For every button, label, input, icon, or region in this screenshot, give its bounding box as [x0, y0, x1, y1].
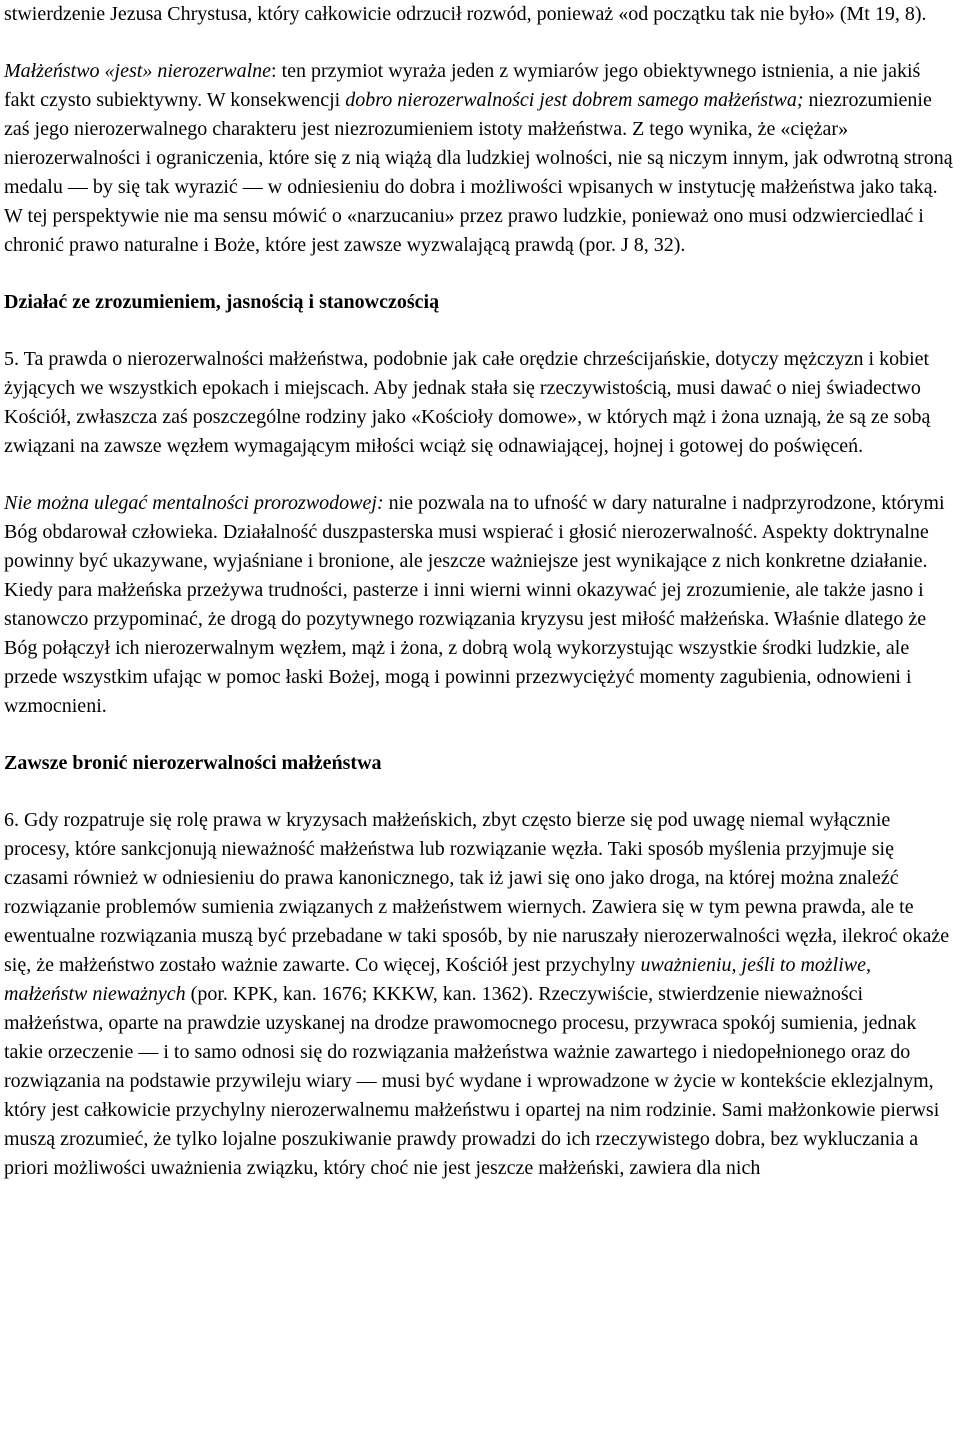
- emphasis-text: Małżeństwo «jest» nierozerwalne: [4, 60, 272, 82]
- body-text: (por. KPK, kan. 1676; KKKW, kan. 1362). Rzeczywiście, stwierdzenie nieważności małżeństwa, oparte na prawdzie uzyskanej na drodze prawomocnego procesu, przywraca spokój sumienia, jednak takie orzeczenie — i to samo odnosi się do rozwiązania małżeństwa ważnie zawartego i niedopełnionego oraz do rozwiązania na podstawie przywileju wiary — musi być wydane i wprowadzone w życie w kontekście eklezjalnym, który jest całkowicie przychylny nierozerwalnemu małżeństwu i opartej na nim rodzinie. Sami małżonkowie pierwsi muszą zrozumieć, że tylko lojalne poszukiwanie prawdy prowadzi do ich rzeczywistego dobra, bez wykluczania a priori możliwości uważnienia związku, który choć nie jest jeszcze małżeński, zawiera dla nich: [4, 983, 940, 1179]
- paragraph-spacer: [4, 29, 956, 57]
- paragraph-spacer: [4, 260, 956, 288]
- paragraph-indissolubility: [4, 57, 956, 260]
- paragraph-intro-text: stwierdzenie Jezusa Chrystusa, który całkowicie odrzucił rozwód, ponieważ «od początku tak nie było» (Mt 19, 8).: [4, 3, 927, 25]
- section-heading: Działać ze zrozumieniem, jasnością i stanowczością: [4, 291, 440, 313]
- paragraph-spacer: [4, 721, 956, 749]
- paragraph-6: [4, 806, 956, 1183]
- paragraph-mentality: [4, 489, 956, 721]
- paragraph-spacer: [4, 461, 956, 489]
- section-heading: Zawsze bronić nierozerwalności małżeństwa: [4, 752, 382, 774]
- body-text: nie pozwala na to ufność w dary naturalne i nadprzyrodzone, którymi Bóg obdarował człowieka. Działalność duszpasterska musi wspierać i głosić nierozerwalność. Aspekty doktrynalne powinny być ukazywane, wyjaśniane i bronione, ale jeszcze ważniejsze jest wynikające z nich konkretne działanie. Kiedy para małżeńska przeżywa trudności, pasterze i inni wierni winni okazywać jej zrozumienie, ale także jasno i stanowczo przypominać, że drogą do pozytywnego rozwiązania kryzysu jest miłość małżeńska. Właśnie dlatego że Bóg połączył ich nierozerwalnym węzłem, mąż i żona, z dobrą wolą wykorzystując wszystkie środki ludzkie, ale przede wszystkim ufając w pomoc łaski Bożej, mogą i powinni przezwyciężyć momenty zagubienia, odnowieni i wzmocnieni.: [4, 492, 945, 717]
- body-text: : ten przymiot wyraża jeden z wymiarów jego obiektywnego istnienia, a nie jakiś fakt czysto subiektywny. W konsekwencji: [4, 60, 921, 111]
- body-text: niezrozumienie zaś jego nierozerwalnego charakteru jest niezrozumieniem istoty małżeństwa. Z tego wynika, że «ciężar» nierozerwalności i ograniczenia, które się z nią wiążą dla ludzkiej wolności, nie są niczym innym, jak odwrotną stroną medalu — by się tak wyrazić — w odniesieniu do dobra i możliwości wpisanych w instytucję małżeństwa jako taką. W tej perspektywie nie ma sensu mówić o «narzucaniu» przez prawo ludzkie, ponieważ ono musi odzwierciedlać i chronić prawo naturalne i Boże, które jest zawsze wyzwalającą prawdą (por. J 8, 32).: [4, 89, 953, 256]
- body-text: 5. Ta prawda o nierozerwalności małżeństwa, podobnie jak całe orędzie chrześcijańskie, dotyczy mężczyzn i kobiet żyjących we wszystkich epokach i miejscach. Aby jednak stała się rzeczywistością, musi dawać o niej świadectwo Kościół, zwłaszcza zaś poszczególne rodziny jako «Kościoły domowe», w których mąż i żona uznają, że są ze sobą związani na zawsze węzłem wymagającym miłości wciąż się odnawiającej, hojnej i gotowej do poświęceń.: [4, 348, 931, 457]
- body-text: 6. Gdy rozpatruje się rolę prawa w kryzysach małżeńskich, zbyt często bierze się pod uwagę niemal wyłącznie procesy, które sankcjonują nieważność małżeństwa lub rozwiązanie węzła. Taki sposób myślenia przyjmuje się czasami również w odniesieniu do prawa kanonicznego, tak iż jawi się ono jako droga, na której można znaleźć rozwiązanie problemów sumienia związanych z małżeństwem wiernych. Zawiera się w tym pewna prawda, ale te ewentualne rozwiązania muszą być przebadane w taki sposób, by nie naruszały nierozerwalności węzła, ilekroć okaże się, że małżeństwo zostało ważnie zawarte. Co więcej, Kościół jest przychylny: [4, 809, 950, 976]
- paragraph-spacer: [4, 317, 956, 345]
- paragraph-5: [4, 345, 956, 461]
- paragraph-spacer: [4, 778, 956, 806]
- emphasis-text: dobro nierozerwalności jest dobrem samego małżeństwa;: [345, 89, 804, 111]
- emphasis-text: Nie można ulegać mentalności prorozwodowej:: [4, 492, 384, 514]
- paragraph-intro: [4, 0, 956, 29]
- emphasis-text: uważnieniu, jeśli to możliwe, małżeństw nieważnych: [4, 954, 871, 1005]
